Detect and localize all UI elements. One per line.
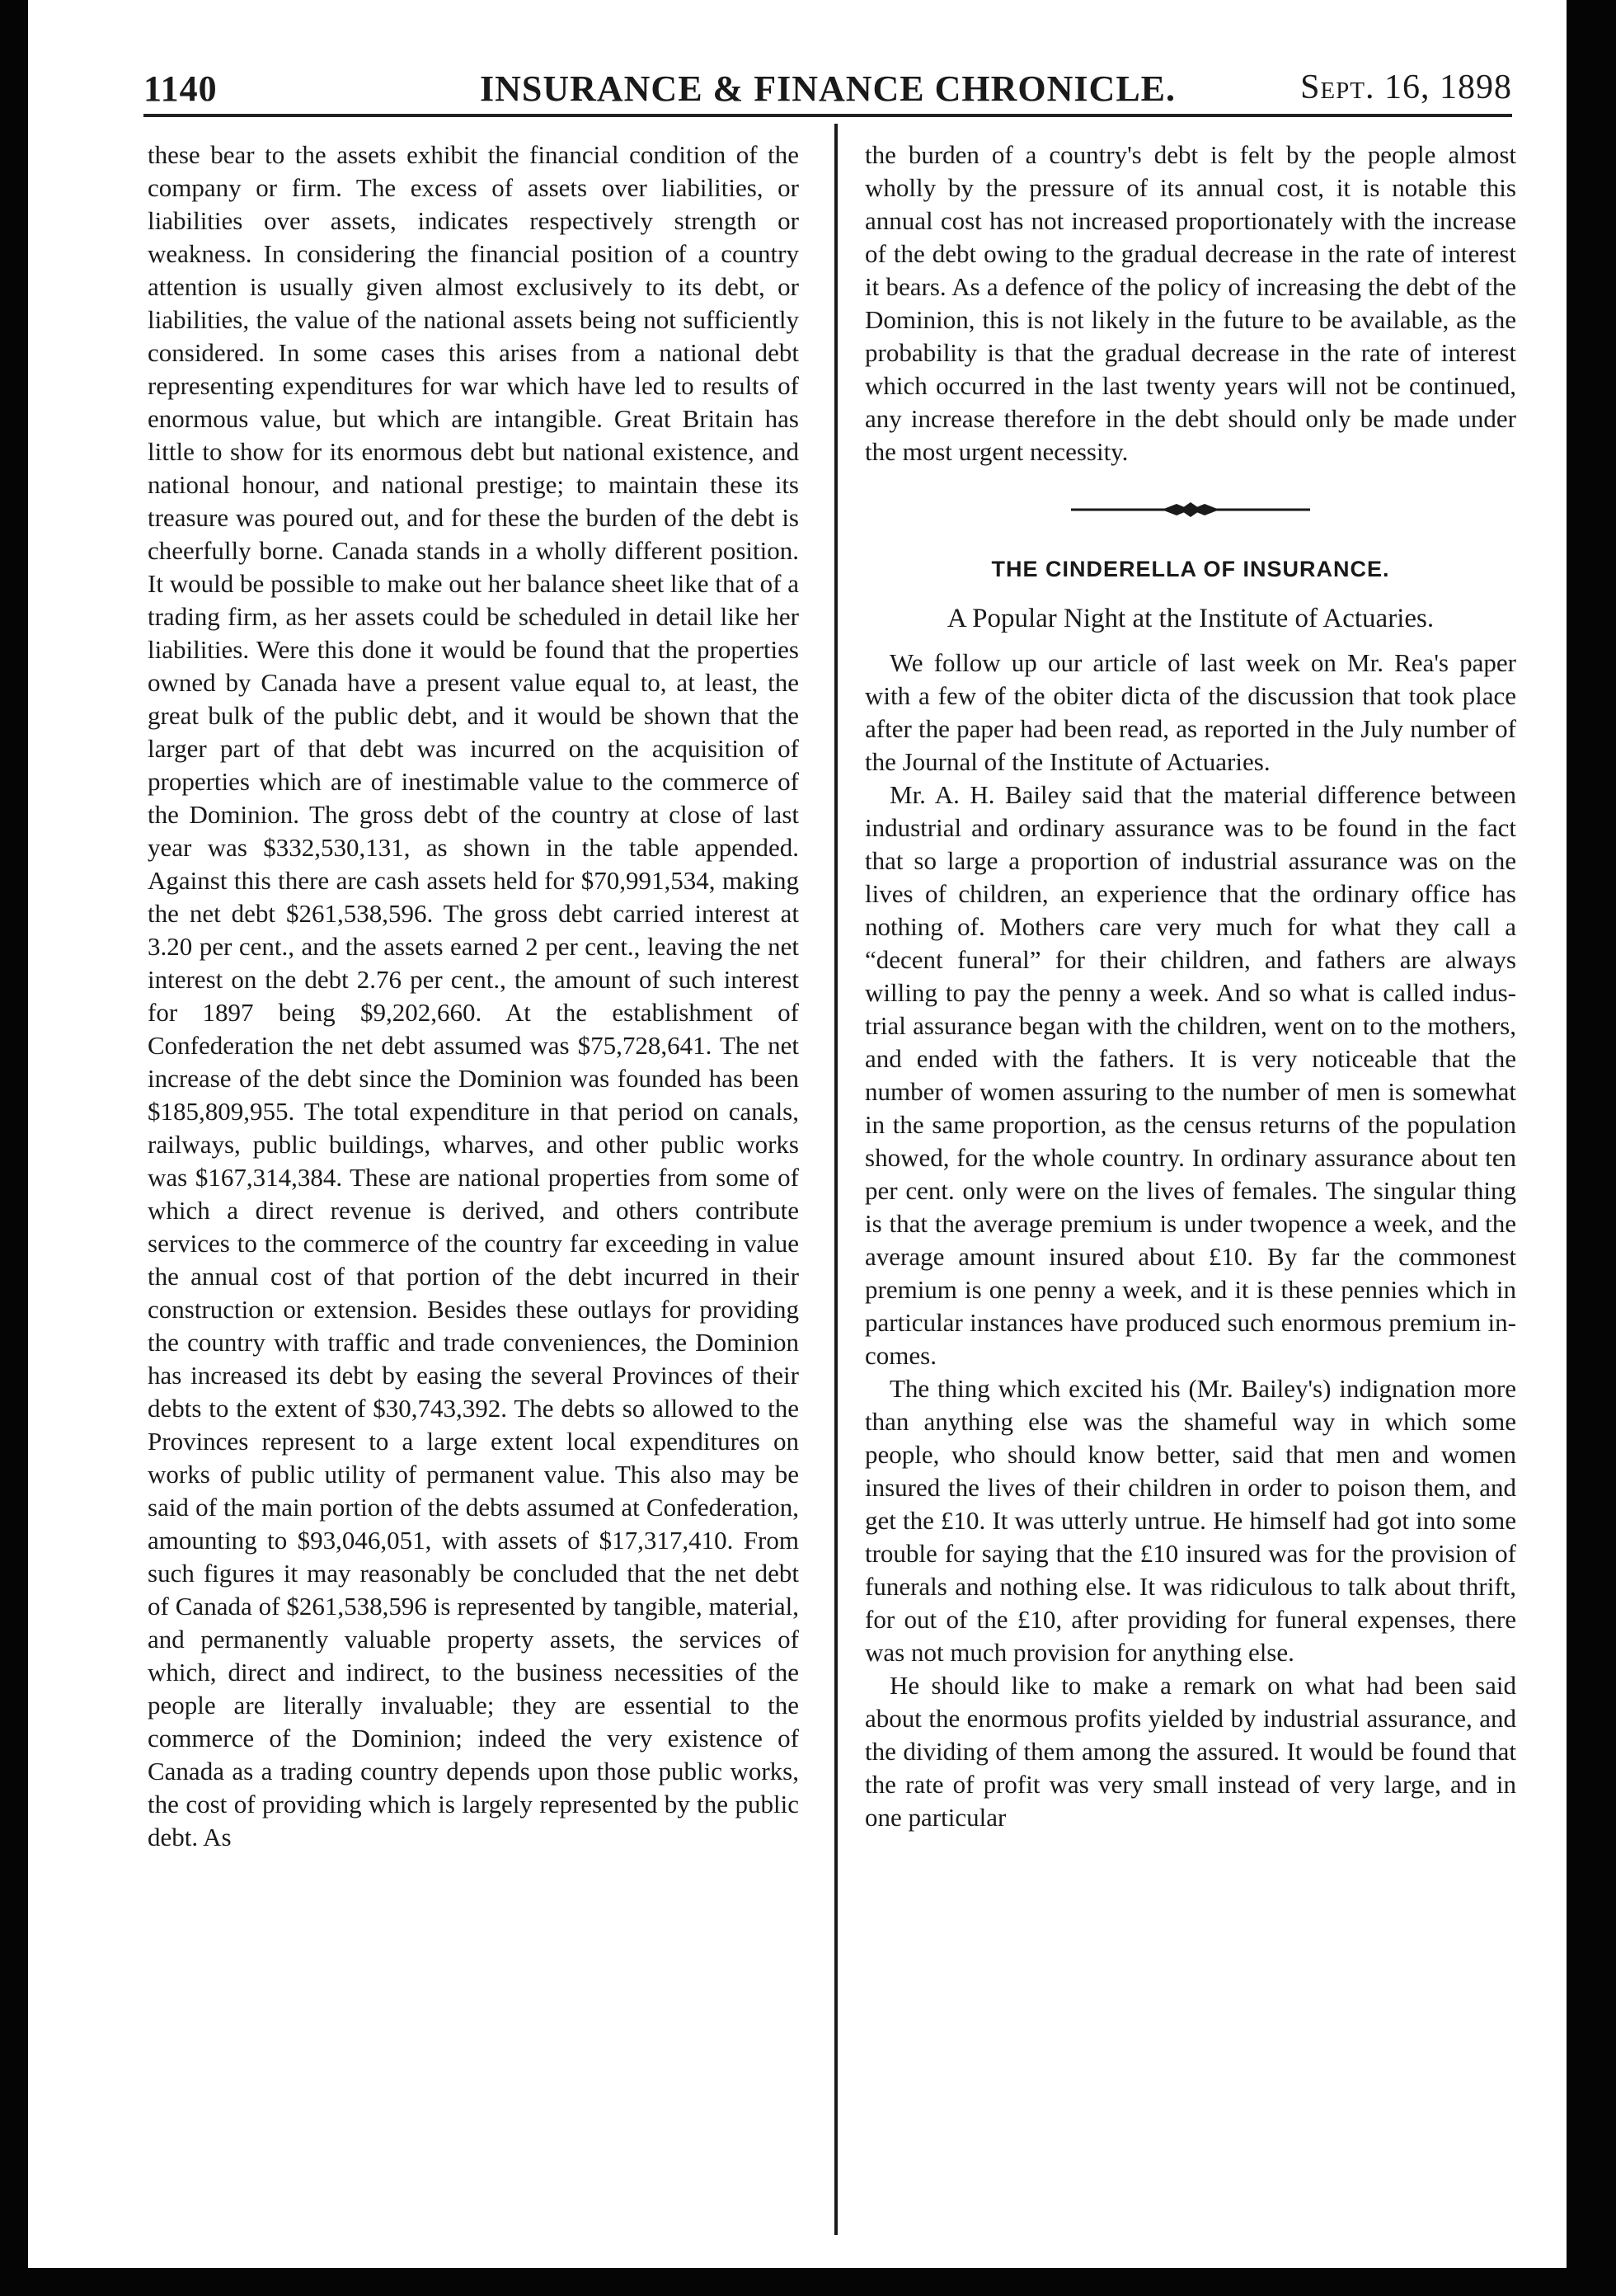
scan-border-right <box>1567 0 1616 2296</box>
page-number: 1140 <box>143 68 218 109</box>
article-title: THE CINDERELLA OF INSURANCE. <box>991 557 1390 581</box>
body-paragraph: these bear to the assets exhibit the financial condition of the company or firm. The excess of assets over liabilities, or liabilities over assets, indicates respectively strength or weakness. In considering the financial position of a country attention is usually given almost exclusively to its debt, or liabilities, the value of the national assets being not sufficiently considered. In some cases this arises from a national debt representing expenditures for war which have led to results of enormous value, but which are intangible. Great Britain has little to show for its enormous debt but national existence, and national honour, and national prestige; to maintain these its treasure was poured out, and for these the burden of the debt is cheerfully borne. Canada stands in a wholly different position. It would be possible to make out her balance sheet like that of a trading firm, as her assets could be scheduled in detail like her liabilities. Were this done it would be found that the properties owned by Canada have a present value equal to, at least, the great bulk of the public debt, and it would be shown that the larger part of that debt was incurred on the acquisition of properties which are of inestimable value to the commerce of the Dominion. The gross debt of the country at close of last year was $332,530,131, as shown in the table appended. Against this there are cash assets held for $70,991,534, making the net debt $261,538,596. The gross debt carried interest at 3.20 per cent., and the assets earned 2 per cent., leaving the net interest on the debt 2.76 per cent., the amount of such interest for 1897 being $9,202,660. At the establishment of Confederation the net debt assumed was $75,728,641. The net increase of the debt since the Dominion was founded has been $185,809,955. The total expenditure in that period on canals, railways, public buildings, wharves, and other public works was $167,314,384. These are national properties from some of which a direct revenue is derived, and others contribute services to the commerce of the country far exceeding in value the annual cost of that portion of the debt incurred in their construction or extension. Besides these outlays for providing the country with traffic and trade conveniences, the Dominion has increased its debt by easing the several Provinces of their debts to the extent of $30,743,392. The debts so allowed to the Provinces represent to a large extent local expenditures on works of public utility of permanent value. This also may be said of the main portion of the debts assumed at Confederation, amounting to $93,046,051, with assets of $17,317,410. From such figures it may reasonably be concluded that the net debt of Canada of $261,538,596 is represented by tangible, material, and permanently valuable property assets, the services of which, direct and indirect, to the business necessities of the people are literally invaluable; they are essential to the commerce of the Dominion; indeed the very existence of Canada as a trading country depends upon those public works, the cost of providing which is largely represented by the public debt. As <box>148 140 799 1851</box>
article-paragraph: He should like to make a remark on what had been said about the enormous profits yielded by industrial assurance, and the dividing of them among the assured. It would be found that the rate of profit was very small instead of very large, and in one particular <box>865 1671 1516 1832</box>
article-subtitle: A Popular Night at the Institute of Actuaries. <box>947 604 1435 633</box>
journal-title: INSURANCE & FINANCE CHRONICLE. <box>479 68 1177 109</box>
article-paragraph: We follow up our article of last week on Mr. Rea's paper with a few of the obiter dicta of the discussion that took place after the paper had been read, as reported in the July number of the Journal of the Institute of Actuaries. <box>865 648 1516 776</box>
column-divider <box>834 124 838 2235</box>
article-paragraph: Mr. A. H. Bailey said that the material difference between industrial and ordinary assurance was to be found in the fact that so large a proportion of industrial assurance was on the lives of children, an experience that the ordinary office has nothing of. Mothers care very much for what they call a “decent funeral” for their children, and fathers are always willing to pay the penny a week. And so what is called industrial assurance began with the children, went on to the mothers, and ended with the fathers. It is very noticeable that the number of women assuring to the number of men is somewhat in the same proportion, as the census returns of the population showed, for the whole country. In ordinary assurance about ten per cent. only were on the lives of females. The singular thing is that the average premium is under twopence a week, and the average amount insured about £10. By far the commonest premium is one penny a week, and it is these pennies which in particular instances have produced such enormous premium incomes. <box>865 780 1516 1370</box>
right-column <box>865 139 1516 1834</box>
page-header <box>143 68 1512 109</box>
issue-date: Sept. 16, 1898 <box>1300 68 1512 106</box>
left-column <box>148 139 799 1854</box>
ornamental-rule-icon <box>865 500 1516 520</box>
newspaper-page <box>28 0 1567 2268</box>
scan-border-bottom <box>0 2271 1616 2296</box>
continued-paragraph: the burden of a country's debt is felt by the people almost wholly by the pressure of its annual cost, it is notable this annual cost has not increased proportionately with the increase of the debt owing to the gradual decrease in the rate of interest it bears. As a defence of the policy of increasing the debt of the Dominion, this is not likely in the future to be available, as the probability is that the gradual decrease in the rate of interest which occurred in the last twenty years will not be continued, any increase therefore in the debt should only be made under the most urgent necessity. <box>865 140 1516 466</box>
header-rule <box>143 114 1512 117</box>
article-paragraph: The thing which excited his (Mr. Bailey's) indignation more than anything else was the shameful way in which some people, who should know better, said that men and women insured the lives of their children in order to poison them, and get the £10. It was utterly untrue. He himself had got into some trouble for saying that the £10 insured was for the provision of funerals and nothing else. It was ridiculous to talk about thrift, for out of the £10, after providing for funeral expenses, there was not much provision for anything else. <box>865 1374 1516 1667</box>
